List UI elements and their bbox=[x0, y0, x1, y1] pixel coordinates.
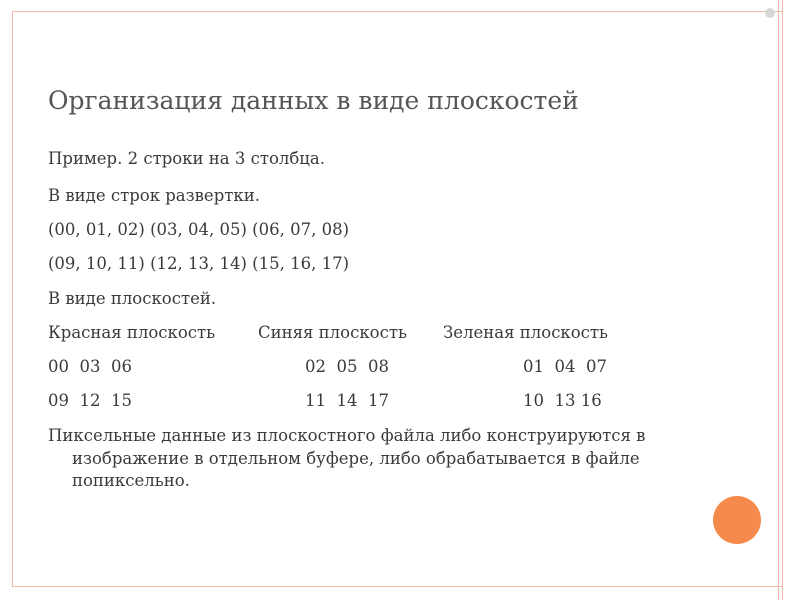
red-plane-header: Красная плоскость bbox=[48, 323, 216, 342]
red-plane-row-1: 00 03 06 bbox=[48, 357, 132, 376]
decorative-orange-circle bbox=[713, 496, 761, 544]
green-plane-header: Зеленая плоскость bbox=[443, 323, 609, 342]
decorative-dot bbox=[765, 8, 775, 18]
scan-row-2: (09, 10, 11) (12, 13, 14) (15, 16, 17) bbox=[48, 254, 350, 273]
example-line: Пример. 2 строки на 3 столбца. bbox=[48, 149, 325, 168]
red-plane-row-2: 09 12 15 bbox=[48, 391, 132, 410]
blue-plane-row-1: 02 05 08 bbox=[305, 357, 389, 376]
scan-row-1: (00, 01, 02) (03, 04, 05) (06, 07, 08) bbox=[48, 220, 350, 239]
green-plane-row-2: 10 13 16 bbox=[523, 391, 602, 410]
blue-plane-row-2: 11 14 17 bbox=[305, 391, 389, 410]
green-plane-row-1: 01 04 07 bbox=[523, 357, 607, 376]
rows-label: В виде строк развертки. bbox=[48, 186, 260, 205]
slide-title: Организация данных в виде плоскостей bbox=[48, 86, 579, 115]
conclusion-paragraph: Пиксельные данные из плоскостного файла либо конструируются в изображение в отдельном буфере, либо обрабатывается в файле попиксельно. bbox=[48, 426, 646, 490]
planes-label: В виде плоскостей. bbox=[48, 289, 217, 308]
frame-bottom-line bbox=[12, 586, 782, 587]
frame-top-line bbox=[12, 11, 782, 12]
frame-left-line bbox=[12, 11, 13, 587]
blue-plane-header: Синяя плоскость bbox=[258, 323, 407, 342]
frame-right-line-inner bbox=[778, 0, 779, 600]
frame-right-line-outer bbox=[782, 0, 783, 600]
